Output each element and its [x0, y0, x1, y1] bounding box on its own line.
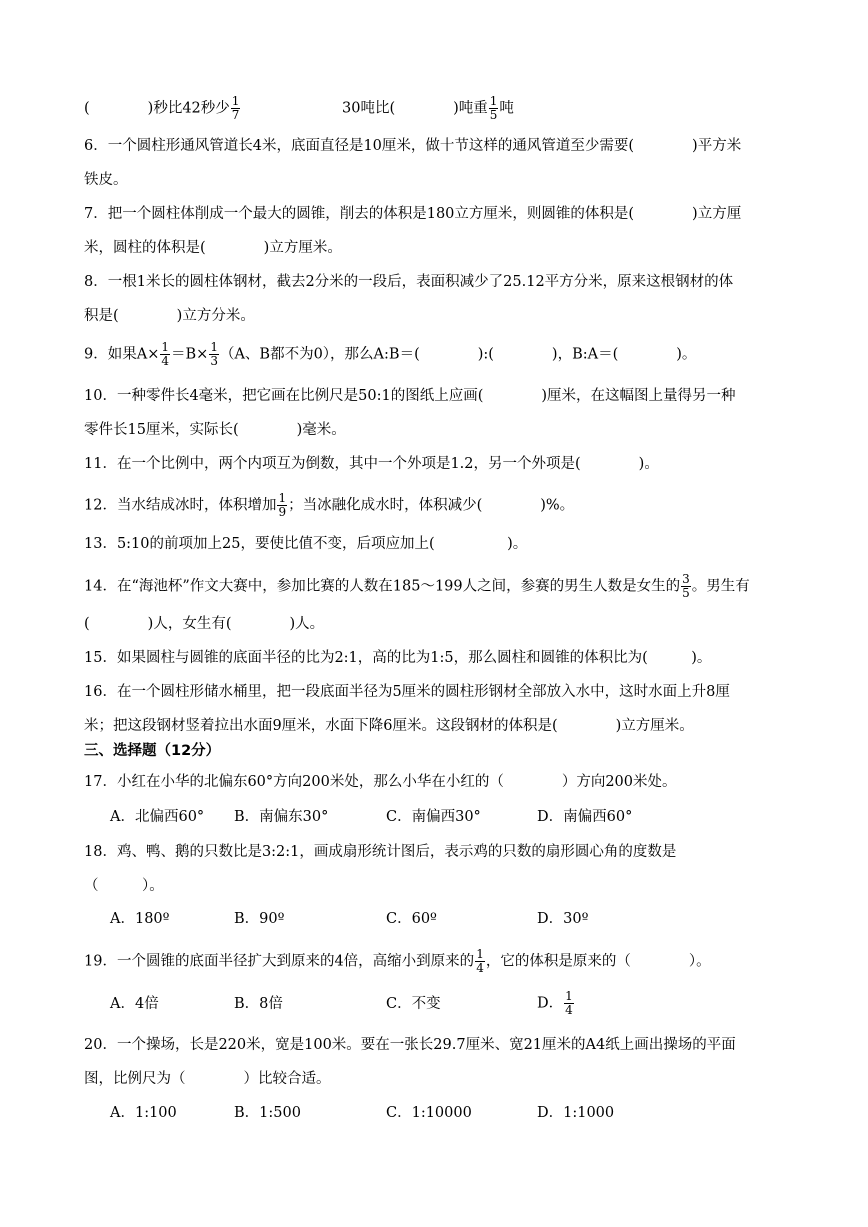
q19-option-d[interactable]: [537, 990, 575, 1017]
section-3-heading: 三、选择题（12分）: [84, 743, 221, 759]
fraction-denominator: 3: [210, 354, 218, 368]
question-15-line: 15．如果圆柱与圆锥的底面半径的比为2:1，高的比为1:5，那么圆柱和圆锥的体积比为( )。: [84, 650, 712, 666]
question-14-line-2: ( )人，女生有( )人。: [84, 616, 325, 632]
fraction-numerator: 1: [210, 340, 218, 354]
fraction-denominator: 5: [489, 108, 498, 122]
fraction: [489, 95, 499, 122]
fraction: [681, 573, 691, 600]
q17-option-b[interactable]: B．南偏东30°: [234, 809, 329, 825]
q5-part-b-unit: 吨: [499, 100, 514, 117]
question-6-line-2: 铁皮。: [84, 172, 128, 188]
question-16-line-1: 16．在一个圆柱形储水桶里，把一段底面半径为5厘米的圆柱形钢材全部放入水中，这时水面上升8厘: [84, 684, 730, 700]
q19-text-start: 19．一个圆锥的底面半径扩大到原来的4倍，高缩小到原来的: [84, 953, 475, 970]
question-5-part-b: [342, 95, 642, 122]
fraction-numerator: 3: [682, 572, 690, 586]
q19-option-d-label: D．: [537, 995, 564, 1012]
q18-option-c[interactable]: C．60º: [386, 911, 437, 927]
fraction: [277, 492, 287, 519]
question-20-line-1: 20．一个操场，长是220米，宽是100米。要在一张长29.7厘米、宽21厘米的A4纸上画出操场的平面: [84, 1037, 736, 1053]
question-12-line: [84, 492, 784, 519]
q5-part-b-text: 30吨比( )吨重: [342, 100, 488, 117]
q20-option-d[interactable]: D．1:1000: [537, 1105, 615, 1121]
fraction-denominator: 5: [682, 586, 690, 600]
fraction-numerator: 1: [231, 94, 240, 108]
q9-text-mid: ＝B×: [171, 346, 209, 363]
fraction-denominator: 9: [278, 505, 287, 519]
fraction: [564, 990, 574, 1017]
q17-option-d[interactable]: D．南偏西60°: [537, 809, 633, 825]
question-20-line-2: 图，比例尺为（ ）比较合适。: [84, 1071, 331, 1087]
fraction: [160, 341, 170, 368]
fraction-numerator: 1: [278, 491, 287, 505]
question-6-line-1: 6．一个圆柱形通风管道长4米，底面直径是10厘米，做十节这样的通风管道至少需要( )平方米: [84, 138, 742, 154]
q9-text-start: 9．如果A×: [84, 346, 160, 363]
q20-option-b[interactable]: B．1:500: [234, 1105, 301, 1121]
question-8-line-2: 积是( )立方分米。: [84, 308, 255, 324]
question-8-line-1: 8．一根1米长的圆柱体钢材，截去2分米的一段后，表面积减少了25.12平方分米，原来这根钢材的体: [84, 274, 734, 290]
q17-option-c[interactable]: C．南偏西30°: [386, 809, 481, 825]
fraction-numerator: 1: [161, 340, 169, 354]
q14-text-end: 。男生有: [691, 578, 750, 595]
question-7-line-1: 7．把一个圆柱体削成一个最大的圆锥，削去的体积是180立方厘米，则圆锥的体积是( )立方厘: [84, 206, 742, 222]
question-13-line: 13．5:10的前项加上25，要使比值不变，后项应加上( )。: [84, 536, 528, 552]
q18-option-b[interactable]: B．90º: [234, 911, 285, 927]
fraction: [209, 341, 219, 368]
question-16-line-2: 米；把这段钢材竖着拉出水面9厘米，水面下降6厘米。这段钢材的体积是( )立方厘米。: [84, 718, 694, 734]
q12-text-start: 12．当水结成冰时，体积增加: [84, 497, 277, 514]
q19-option-c[interactable]: C．不变: [386, 996, 441, 1012]
fraction-denominator: 4: [161, 354, 169, 368]
fraction-denominator: 4: [565, 1003, 573, 1017]
fraction-numerator: 1: [565, 989, 573, 1003]
q12-text-end: ；当冰融化成水时，体积减少( )%。: [288, 497, 575, 514]
question-7-line-2: 米，圆柱的体积是( )立方厘米。: [84, 240, 342, 256]
q19-option-a[interactable]: A．4倍: [110, 996, 159, 1012]
q19-option-b[interactable]: B．8倍: [234, 996, 283, 1012]
fraction-denominator: 4: [476, 961, 484, 975]
question-10-line-2: 零件长15厘米，实际长( )毫米。: [84, 422, 346, 438]
q20-option-a[interactable]: A．1:100: [110, 1105, 177, 1121]
fraction: [231, 95, 241, 122]
question-18-line-1: 18．鸡、鸭、鹅的只数比是3:2:1，画成扇形统计图后，表示鸡的只数的扇形圆心角的度数是: [84, 844, 677, 860]
q5-part-a-text: ( )秒比42秒少: [84, 100, 230, 117]
question-18-line-2: （ ）。: [84, 878, 164, 894]
question-10-line-1: 10．一种零件长4毫米，把它画在比例尺是50:1的图纸上应画( )厘米，在这幅图上量得另一种: [84, 388, 736, 404]
question-17-stem: 17．小红在小华的北偏东60°方向200米处，那么小华在小红的（ ）方向200米处。: [84, 774, 677, 790]
fraction: [475, 948, 485, 975]
question-14-line-1: [84, 573, 784, 600]
q19-text-end: ，它的体积是原来的（ ）。: [485, 953, 711, 970]
question-19-line: [84, 948, 784, 975]
question-11-line: 11．在一个比例中，两个内项互为倒数，其中一个外项是1.2，另一个外项是( )。: [84, 456, 659, 472]
q17-option-a[interactable]: A．北偏西60°: [110, 809, 205, 825]
q18-option-d[interactable]: D．30º: [537, 911, 589, 927]
q14-text-start: 14．在“海池杯”作文大赛中，参加比赛的人数在185～199人之间，参赛的男生人数是女生的: [84, 578, 681, 595]
question-9-line: [84, 341, 784, 368]
fraction-numerator: 1: [476, 947, 484, 961]
q20-option-c[interactable]: C．1:10000: [386, 1105, 472, 1121]
q18-option-a[interactable]: A．180º: [110, 911, 170, 927]
q9-text-end: （A、B都不为0），那么A:B＝( ):( )，B:A＝( )。: [219, 346, 697, 363]
fraction-numerator: 1: [489, 94, 498, 108]
fraction-denominator: 7: [231, 108, 240, 122]
